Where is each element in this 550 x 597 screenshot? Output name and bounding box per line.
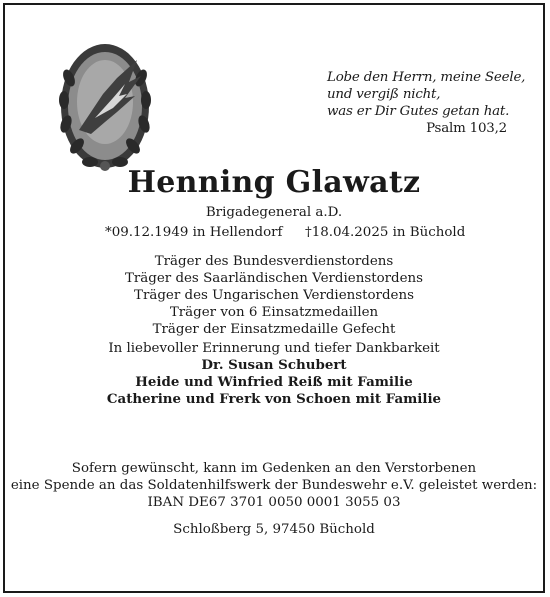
donation-note [5, 460, 543, 511]
donation-iban: IBAN DE67 3701 0050 0001 3055 03 [147, 495, 401, 510]
address: Schloßberg 5, 97450 Büchold [173, 522, 375, 537]
donation-line: Sofern gewünscht, kann im Gedenken an den Verstorbenen [71, 461, 477, 476]
honour-item: Träger des Ungarischen Verdienstordens [134, 288, 414, 303]
honour-item: Träger des Saarländischen Verdienstordens [124, 271, 424, 286]
mourners-intro: In liebevoller Erinnerung und tiefer Dankbarkeit [108, 341, 440, 356]
psalm-line: Lobe den Herrn, meine Seele, [327, 70, 526, 85]
birth-date: *09.12.1949 in Hellendorf [105, 225, 283, 240]
obituary-notice [3, 3, 545, 593]
psalm-reference: Psalm 103,2 [426, 121, 507, 136]
mourners-block [5, 340, 543, 408]
death-date: †18.04.2025 in Büchold [305, 225, 466, 240]
paratrooper-badge-icon [55, 38, 155, 178]
psalm-line: und vergiß nicht, [327, 87, 441, 102]
deceased-name: Henning Glawatz [127, 165, 421, 200]
deceased-rank: Brigadegeneral a.D. [205, 205, 343, 220]
mourner-name: Heide und Winfried Reiß mit Familie [135, 374, 413, 390]
honour-item: Träger von 6 Einsatzmedaillen [169, 305, 379, 320]
donation-line: eine Spende an das Soldatenhilfswerk der Bundeswehr e.V. geleistet werden: [10, 478, 538, 493]
honour-item: Träger der Einsatzmedaille Gefecht [152, 322, 396, 337]
honour-item: Träger des Bundesverdienstordens [154, 254, 394, 269]
psalm-line: was er Dir Gutes getan hat. [327, 104, 510, 119]
psalm-quote [327, 69, 526, 137]
mourner-name: Catherine und Frerk von Schoen mit Familie [106, 391, 442, 407]
mourner-name: Dr. Susan Schubert [201, 357, 347, 373]
honours-list [5, 253, 543, 338]
